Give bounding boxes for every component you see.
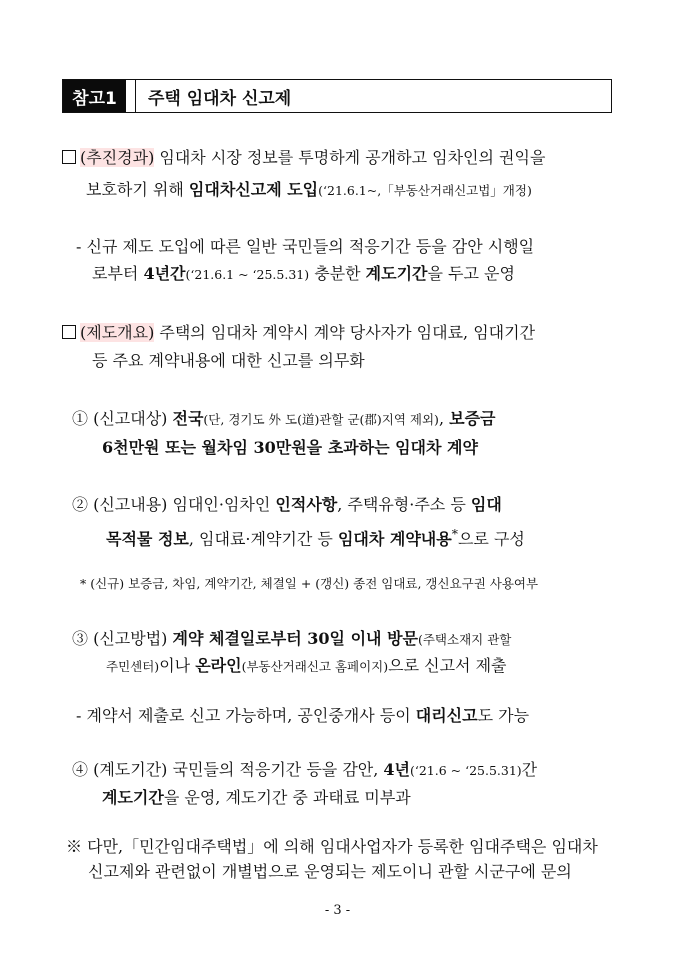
item2-line1: ② (신고내용) 임대인·임차인 인적사항, 주택유형·주소 등 임대 xyxy=(72,495,502,514)
s2-line1: (제도개요) 주택의 임대차 계약시 계약 당사자가 임대료, 임대기간 xyxy=(62,322,535,344)
page-number: - 3 - xyxy=(324,903,351,918)
s1-sub-line1: - 신규 제도 도입에 따른 일반 국민들의 적응기간 등을 감안 시행일 xyxy=(76,237,535,256)
s1-sub-line2: 로부터 4년간(‘21.6.1 ~ ‘25.5.31) 충분한 계도기간을 두고 운영 xyxy=(92,264,515,283)
note-line1: ※ 다만,「민간임대주택법」에 의해 임대사업자가 등록한 임대주택은 임대차 xyxy=(66,837,598,856)
checkbox-square-icon xyxy=(62,150,76,164)
section-header xyxy=(62,79,612,113)
s1-line1: (추진경과) 임대차 시장 정보를 투명하게 공개하고 임차인의 권익을 xyxy=(62,147,545,169)
checkbox-square-icon xyxy=(62,325,76,339)
item4-line2: 계도기간을 운영, 계도기간 중 과태료 미부과 xyxy=(102,788,411,807)
footnote-report-items: * (신규) 보증금, 차임, 계약기간, 체결일 + (갱신) 종전 임대료, 갱신요구권 사용여부 xyxy=(80,576,539,591)
item1-line2: 6천만원 또는 월차임 30만원을 초과하는 임대차 계약 xyxy=(102,438,478,457)
item1-line1: ① (신고대상) 전국(단, 경기도 外 도(道)관할 군(郡)지역 제외), 보증금 xyxy=(72,409,496,428)
s2-line2: 등 주요 계약내용에 대한 신고를 의무화 xyxy=(92,351,365,370)
item3-line2: 주민센터)이나 온라인(부동산거래신고 홈페이지)으로 신고서 제출 xyxy=(106,656,507,675)
s1-line2: 보호하기 위해 임대차신고제 도입(‘21.6.1~,「부동산거래신고법」개정) xyxy=(86,180,532,199)
note-line2: 신고제와 관련없이 개별법으로 운영되는 제도이니 관할 시군구에 문의 xyxy=(88,862,572,881)
item4-line1: ④ (계도기간) 국민들의 적응기간 등을 감안, 4년(‘21.6 ~ ‘25.5.31)간 xyxy=(72,760,538,779)
item3-sub: - 계약서 제출로 신고 가능하며, 공인중개사 등이 대리신고도 가능 xyxy=(76,706,530,725)
page-title: 주택 임대차 신고제 xyxy=(148,88,292,109)
item2-line2: 목적물 정보, 임대료·계약기간 등 임대차 계약내용*으로 구성 xyxy=(106,526,525,549)
item3-line1: ③ (신고방법) 계약 체결일로부터 30일 이내 방문(주택소재지 관할 xyxy=(72,629,512,648)
reference-tag: 참고1 xyxy=(63,80,126,112)
